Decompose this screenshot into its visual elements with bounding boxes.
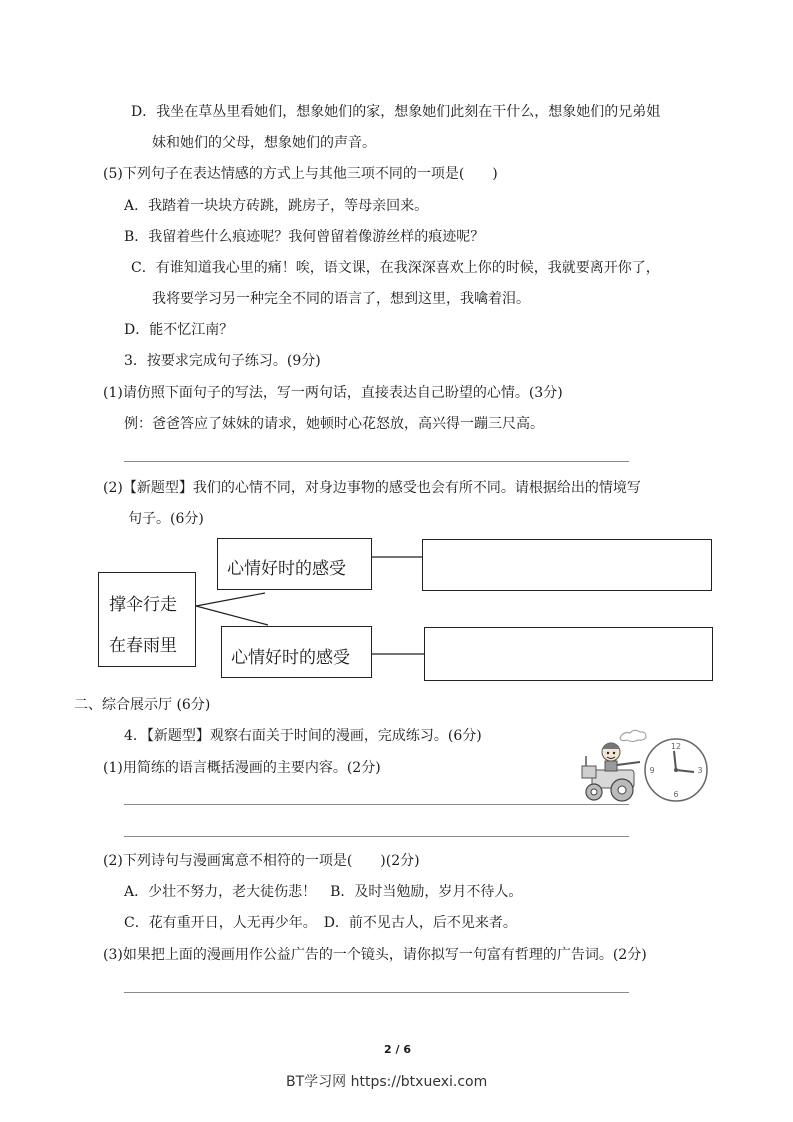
q3-example: 例：爸爸答应了妹妹的请求，她顿时心花怒放，高兴得一蹦三尺高。 — [124, 416, 544, 432]
connector-to-bottom — [196, 606, 268, 625]
answer-line-q4-1a[interactable] — [124, 804, 629, 805]
answer-line-q4-1b[interactable] — [124, 836, 629, 837]
page-number: 2 / 6 — [384, 1043, 411, 1056]
q4-sub3: (3)如果把上面的漫画用作公益广告的一个镜头，请你拟写一句富有哲理的广告词。(2分) — [103, 947, 647, 963]
sub5-option-c-line2: 我将要学习另一种完全不同的语言了，想到这里，我噙着泪。 — [152, 291, 530, 307]
sub5-option-c-line1: C．有谁知道我心里的痛！唉，语文课，在我深深喜欢上你的时候，我就要离开你了， — [131, 260, 660, 276]
option-d-line2: 妹和她们的父母，想象她们的声音。 — [152, 135, 376, 151]
bottom-feeling-label: 心情好时的感受 — [231, 648, 350, 668]
q3-sub2-line1: (2)【新题型】我们的心情不同，对身边事物的感受也会有所不同。请根据给出的情境写 — [103, 480, 641, 496]
cloud-icon — [620, 730, 646, 741]
section-2-title: 二、综合展示厅 (6分) — [74, 697, 211, 713]
q4-sub1: (1)用简练的语言概括漫画的主要内容。(2分) — [103, 760, 381, 776]
clock-numeral-6: 6 — [673, 790, 679, 799]
clock-numeral-12: 12 — [670, 742, 682, 751]
top-answer-box[interactable] — [422, 539, 712, 591]
q4-sub2-options-row1: A．少壮不努力，老大徒伤悲！ B．及时当勉励，岁月不待人。 — [124, 884, 523, 900]
q4-sub2-options-row2: C．花有重开日，人无再少年。 D．前不见古人，后不见来者。 — [124, 915, 517, 931]
answer-line-q3-1[interactable] — [124, 461, 629, 462]
sub5-option-b: B．我留着些什么痕迹呢？我何曾留着像游丝样的痕迹呢？ — [124, 229, 485, 245]
time-cartoon — [578, 722, 718, 808]
connector-to-top — [196, 593, 265, 606]
clock-numeral-3: 3 — [697, 766, 703, 775]
scenario-line2: 在春雨里 — [109, 636, 177, 656]
q3-sub2-line2: 句子。(6分) — [128, 511, 204, 527]
question-4-title: 4．【新题型】观察右面关于时间的漫画，完成练习。(6分) — [124, 728, 482, 744]
answer-line-q4-3[interactable] — [124, 992, 629, 993]
bottom-answer-box[interactable] — [424, 627, 713, 681]
clock-numeral-9: 9 — [649, 766, 655, 775]
q4-sub2: (2)下列诗句与漫画寓意不相符的一项是( )(2分) — [103, 853, 420, 869]
q3-sub1: (1)请仿照下面句子的写法，写一两句话，直接表达自己盼望的心情。(3分) — [103, 385, 563, 401]
sub5-option-a: A．我踏着一块块方砖跳，跳房子，等母亲回来。 — [124, 198, 429, 214]
option-d-line1: D．我坐在草丛里看她们，想象她们的家，想象她们此刻在干什么，想象她们的兄弟姐 — [131, 104, 661, 120]
site-footer[interactable]: BT学习网 https://btxuexi.com — [286, 1074, 488, 1090]
sub5-option-d: D．能不忆江南？ — [124, 322, 234, 338]
question-3-title: 3．按要求完成句子练习。(9分) — [124, 353, 321, 369]
scenario-line1: 撑伞行走 — [109, 595, 177, 615]
sub-question-5: (5)下列句子在表达情感的方式上与其他三项不同的一项是( ) — [103, 166, 498, 182]
top-feeling-label: 心情好时的感受 — [227, 559, 346, 579]
